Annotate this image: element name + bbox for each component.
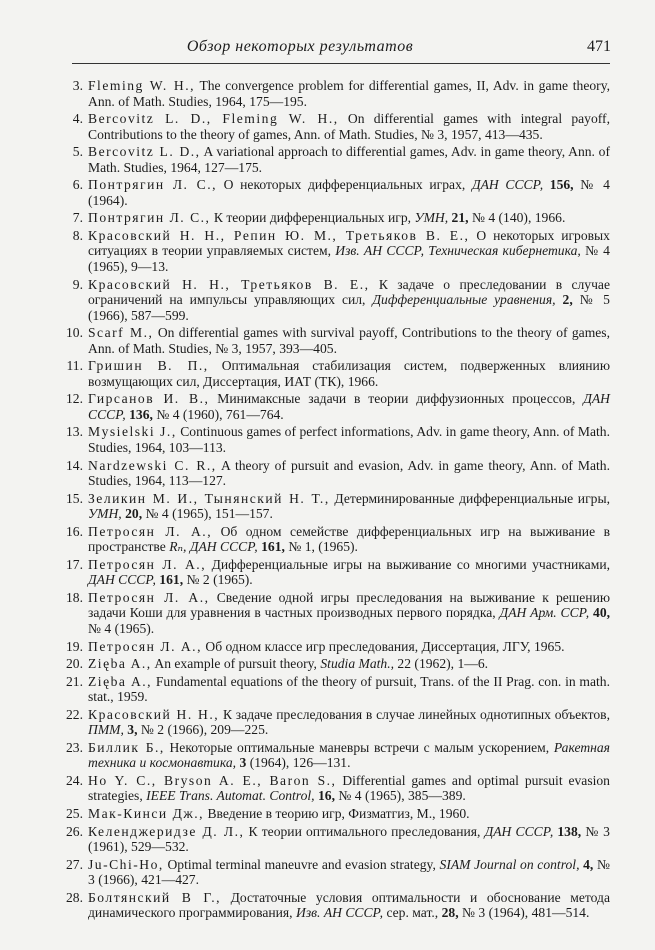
reference-item: [62, 557, 610, 588]
reference-authors: Scarf M.,: [88, 325, 154, 341]
reference-volume: 20,: [125, 506, 143, 522]
reference-item: [62, 325, 610, 356]
reference-title: Некоторые оптимальные маневры встречи с малым ускорением,: [169, 739, 550, 755]
reference-authors: Петросян Л. А.,: [88, 638, 202, 654]
reference-volume: 3,: [127, 722, 138, 738]
reference-details: № 3 (1964), 481—514.: [462, 905, 590, 921]
reference-item: [62, 590, 610, 637]
reference-number: 8.: [72, 227, 83, 243]
reference-authors: Гирсанов И. В.,: [88, 391, 210, 407]
reference-volume: 21,: [451, 210, 469, 226]
reference-details: № 5 (1966), 587—599.: [88, 292, 610, 323]
reference-number: 7.: [72, 210, 83, 226]
reference-item: [62, 491, 610, 522]
reference-item: [62, 674, 610, 705]
reference-title: К теории дифференциальных игр,: [213, 210, 412, 226]
reference-number: 15.: [66, 490, 83, 506]
reference-source: ДАН Арм. ССР,: [499, 605, 590, 621]
reference-title: О некоторых дифференциальных играх,: [223, 177, 466, 193]
reference-authors: Понтрягин Л. С.,: [88, 210, 211, 226]
reference-item: [62, 358, 610, 389]
reference-list: [62, 78, 610, 923]
reference-item: [62, 857, 610, 888]
reference-item: [62, 210, 610, 226]
reference-details: № 2 (1966), 209—225.: [140, 722, 269, 738]
reference-source: ДАН СССР,: [484, 823, 554, 839]
reference-title: A variational approach to differential games, Adv. in game theory, Ann. of Math. Studies, 1964, 127—175.: [88, 144, 610, 175]
reference-title: Введение в теорию игр, Физматгиз, М., 1960.: [207, 806, 470, 822]
reference-item: [62, 824, 610, 855]
header-rule: [72, 63, 610, 64]
reference-item: [62, 524, 610, 555]
reference-item: [62, 806, 610, 822]
reference-source: ДАН СССР,: [471, 177, 544, 193]
reference-authors: Гришин В. П.,: [88, 358, 209, 374]
reference-authors: Зеликин М. И., Тынянский Н. Т.,: [88, 490, 330, 506]
reference-title: Дифференциальные игры на выживание со многими участниками,: [211, 556, 610, 572]
reference-number: 28.: [66, 889, 83, 905]
reference-source: ДАН СССР,: [88, 391, 610, 422]
reference-details: № 3 (1961), 529—532.: [88, 823, 610, 855]
reference-title: An example of pursuit theory,: [154, 656, 317, 672]
reference-item: [62, 277, 610, 324]
reference-number: 18.: [66, 589, 83, 605]
reference-number: 26.: [66, 823, 83, 839]
reference-volume: 4,: [583, 856, 594, 872]
reference-authors: Bercovitz L. D.,: [88, 144, 201, 160]
reference-source: Ракетная техника и космонавтика,: [88, 739, 610, 771]
reference-authors: Келенджеридзе Д. Л.,: [88, 823, 245, 839]
reference-item: [62, 639, 610, 655]
reference-title: The convergence problem for differential games, II, Adv. in game theory, Ann. of Math. Studies, 1964, 175—195.: [88, 78, 611, 109]
reference-item: [62, 391, 610, 422]
reference-volume: 136,: [129, 406, 153, 422]
reference-title: Continuous games of perfect informations, Adv. in game theory, Ann. of Math. Studies, 1964, 103—113.: [88, 424, 610, 455]
reference-details: № 4 (1960), 761—764.: [156, 406, 284, 422]
reference-volume: 16,: [317, 788, 335, 804]
reference-authors: Zięba A.,: [88, 673, 153, 689]
reference-title: К задаче о преследовании в случае ограничений на импульсы управляющих сил,: [88, 276, 611, 308]
reference-details: № 1, (1965).: [288, 539, 358, 555]
reference-number: 13.: [66, 424, 83, 440]
reference-details: № 4 (1965), 385—389.: [338, 788, 466, 804]
reference-number: 14.: [66, 457, 83, 473]
reference-authors: Ju-Chi-Ho,: [88, 856, 164, 872]
reference-authors: Zięba A.,: [88, 656, 152, 672]
reference-item: [62, 458, 610, 489]
reference-item: [62, 111, 610, 142]
page-number: 471: [587, 38, 611, 55]
reference-authors: Петросян Л. А.,: [88, 589, 210, 605]
reference-title: К задаче преследования в случае линейных однотипных объектов,: [222, 706, 610, 722]
reference-item: [62, 228, 610, 275]
reference-source: УМН,: [414, 210, 449, 226]
reference-number: 21.: [66, 673, 83, 689]
reference-volume: 138,: [557, 823, 582, 839]
reference-item: [62, 773, 610, 804]
reference-number: 16.: [66, 523, 83, 539]
reference-volume: 156,: [549, 177, 574, 193]
reference-details: № 4 (140), 1966.: [471, 210, 566, 226]
reference-item: [62, 144, 610, 175]
reference-details: № 2 (1965).: [186, 572, 253, 588]
reference-authors: Петросян Л. А.,: [88, 523, 213, 539]
reference-source: Rₙ, ДАН СССР,: [169, 539, 258, 555]
reference-source: Studia Math.,: [320, 656, 395, 672]
reference-source: УМН,: [88, 506, 122, 522]
reference-volume: 3: [239, 755, 247, 771]
reference-number: 19.: [66, 638, 83, 654]
reference-title: Сведение одной игры преследования на выживание к решению задачи Коши для уравнения в частных производных первого порядка,: [88, 589, 610, 621]
reference-title: Differential games and optimal pursuit evasion strategies,: [88, 772, 610, 804]
reference-source: SIAM Journal on control,: [439, 856, 580, 872]
reference-authors: Мак-Кинси Дж.,: [88, 806, 205, 822]
reference-volume: 2,: [562, 292, 573, 308]
reference-authors: Красовский Н. Н.,: [88, 706, 220, 722]
reference-details: № 4 (1965), 151—157.: [145, 506, 273, 522]
reference-number: 27.: [66, 856, 83, 872]
reference-number: 6.: [72, 177, 83, 193]
reference-authors: Петросян Л. А.,: [88, 556, 207, 572]
reference-number: 5.: [72, 144, 83, 160]
reference-number: 3.: [72, 78, 83, 93]
reference-authors: Mysielski J.,: [88, 424, 177, 440]
reference-authors: Nardzewski C. R.,: [88, 457, 217, 473]
reference-authors: Красовский Н. Н., Репин Ю. М., Третьяков В. Е.,: [88, 227, 470, 243]
reference-title: Fundamental equations of the theory of pursuit, Trans. of the II Prag. con. in math. stat., 1959.: [88, 673, 610, 705]
reference-details: № 4 (1965), 9—13.: [88, 243, 610, 274]
reference-item: [62, 424, 610, 455]
reference-item: [62, 707, 610, 738]
reference-title: К теории оптимального преследования,: [248, 823, 481, 839]
reference-source: Изв. АН СССР,: [296, 905, 384, 921]
reference-title: О некоторых игровых ситуациях в теории управляемых систем,: [88, 227, 610, 259]
reference-title: Об одном семействе дифференциальных игр на выживание в пространстве: [88, 523, 610, 555]
reference-source: Изв. АН СССР, Техническая кибернетика,: [335, 243, 581, 259]
reference-number: 24.: [66, 772, 83, 788]
reference-number: 9.: [72, 276, 83, 292]
reference-authors: Понтрягин Л. С.,: [88, 177, 217, 193]
reference-volume: 161,: [261, 539, 285, 555]
reference-number: 4.: [72, 111, 83, 127]
reference-details: № 3 (1966), 421—427.: [88, 856, 610, 888]
reference-item: [62, 740, 610, 771]
reference-title: Оптимальная стабилизация систем, подверженных влиянию возмущающих сил, Диссертация, ИАТ (ТК), 1966.: [88, 358, 610, 389]
reference-title: On differential games with survival payoff, Contributions to the theory of games, Ann. of Math. Studies, № 3, 1957, 393—405.: [88, 325, 611, 356]
reference-volume: 28,: [441, 905, 459, 921]
reference-title: On differential games with integral payoff, Contributions to the theory of games, Ann. of Math. Studies, № 3, 1957, 413—435.: [88, 111, 610, 142]
reference-source: ДАН СССР,: [88, 572, 156, 588]
reference-number: 17.: [66, 556, 83, 572]
reference-number: 25.: [66, 806, 83, 822]
reference-number: 22.: [66, 706, 83, 722]
reference-authors: Bercovitz L. D., Fleming W. H.,: [88, 111, 339, 127]
reference-number: 12.: [66, 391, 83, 407]
reference-title: Достаточные условия оптимальности и обоснование метода динамического программирования,: [88, 889, 610, 921]
reference-details: № 4 (1965).: [88, 620, 155, 636]
page-header: [0, 38, 655, 58]
reference-details: сер. мат.,: [386, 905, 439, 921]
reference-title: Минимаксные задачи в теории диффузионных процессов,: [217, 391, 576, 407]
reference-source: Дифференциальные уравнения,: [372, 292, 556, 308]
reference-authors: Fleming W. H.,: [88, 78, 196, 93]
reference-authors: Ho Y. C., Bryson A. E., Baron S.,: [88, 772, 337, 788]
reference-item: [62, 78, 610, 109]
reference-details: 22 (1962), 1—6.: [397, 656, 489, 672]
reference-title: Optimal terminal maneuvre and evasion strategy,: [167, 856, 436, 872]
reference-source: IEEE Trans. Automat. Control,: [146, 788, 315, 804]
reference-source: ПММ,: [88, 722, 124, 738]
reference-number: 23.: [66, 739, 83, 755]
reference-number: 20.: [66, 656, 83, 672]
reference-title: Об одном классе игр преследования, Диссертация, ЛГУ, 1965.: [205, 638, 565, 654]
reference-authors: Биллик Б.,: [88, 739, 165, 755]
reference-title: Детерминированные дифференциальные игры,: [334, 490, 610, 506]
reference-title: A theory of pursuit and evasion, Adv. in game theory, Ann. of Math. Studies, 1964, 113—127.: [88, 457, 610, 489]
reference-item: [62, 890, 610, 921]
reference-volume: 40,: [593, 605, 611, 621]
reference-authors: Красовский Н. Н., Третьяков В. Е.,: [88, 276, 370, 292]
reference-details: (1964), 126—131.: [249, 755, 351, 771]
reference-number: 10.: [66, 325, 83, 341]
reference-authors: Болтянский В Г.,: [88, 889, 222, 905]
reference-number: 11.: [66, 358, 83, 374]
reference-details: № 4 (1964).: [88, 177, 610, 208]
running-title: Обзор некоторых результатов: [186, 38, 414, 55]
reference-volume: 161,: [159, 572, 184, 588]
reference-item: [62, 177, 610, 208]
reference-item: [62, 656, 610, 672]
